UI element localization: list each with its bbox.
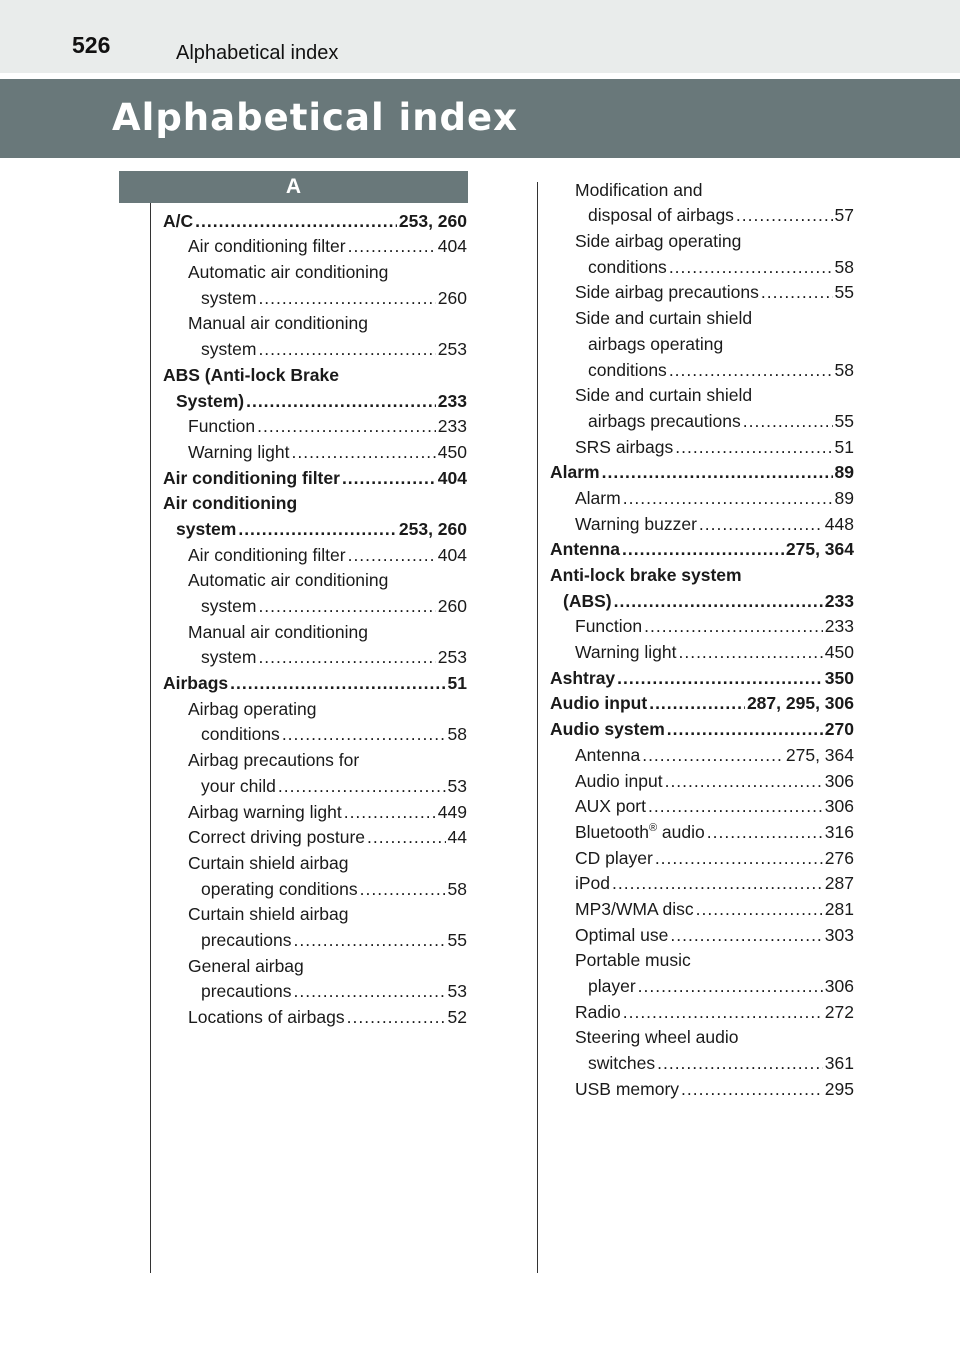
index-entry-text: Curtain shield airbag: [188, 852, 349, 873]
index-entry-pages: 276: [824, 847, 854, 868]
index-entry-text: Side and curtain shield: [575, 385, 753, 406]
index-entry-pages: 275, 364: [785, 744, 854, 765]
index-entry: [163, 847, 467, 873]
index-column-right: [550, 174, 854, 1099]
index-entry-text: system: [201, 339, 257, 360]
index-entry: [550, 1047, 854, 1073]
left-column-rule: [150, 203, 151, 1273]
index-entry-pages: 233: [824, 590, 854, 611]
index-entry: [550, 713, 854, 739]
index-entry-pages: 361: [824, 1053, 854, 1074]
index-entry: [163, 719, 467, 745]
index-entry-pages: 287: [824, 873, 854, 894]
dot-leader: [342, 468, 436, 488]
dot-leader: [293, 930, 445, 950]
index-entry: [550, 559, 854, 585]
index-entry: [163, 282, 467, 308]
index-entry: [163, 1001, 467, 1027]
index-entry-pages: 404: [437, 544, 467, 565]
index-entry-text: system: [176, 518, 237, 539]
index-entry-text: System): [176, 390, 245, 411]
dot-leader: [681, 1079, 823, 1099]
index-entry: [163, 899, 467, 925]
index-entry-text: Audio input: [550, 693, 648, 714]
index-entry-text: iPod: [575, 873, 611, 894]
index-entry: [163, 822, 467, 848]
page-title: Alphabetical index: [112, 96, 518, 139]
index-entry-text: Function: [575, 616, 643, 637]
index-entry-pages: 287, 295, 306: [746, 693, 854, 714]
index-entry-pages: 55: [834, 410, 854, 431]
index-entry-pages: 53: [447, 775, 467, 796]
index-entry-text: Radio: [575, 1001, 621, 1022]
dot-leader: [699, 514, 823, 534]
index-entry: [163, 770, 467, 796]
index-entry: [163, 873, 467, 899]
index-entry: [550, 765, 854, 791]
index-entry-text: your child: [201, 775, 276, 796]
index-entry: [163, 950, 467, 976]
index-entry-text: conditions: [588, 256, 667, 277]
index-entry: [163, 231, 467, 257]
index-entry: [163, 976, 467, 1002]
dot-leader: [743, 411, 833, 431]
dot-leader: [602, 462, 833, 482]
index-entry-text: Anti-lock brake system: [550, 565, 742, 585]
dot-leader: [649, 693, 745, 713]
index-entry-pages: 52: [447, 1007, 467, 1027]
index-entry-text: Curtain shield airbag: [188, 904, 349, 925]
index-entry-text: switches: [588, 1053, 656, 1074]
index-entry-text: Warning buzzer: [575, 513, 697, 534]
index-entry: [163, 744, 467, 770]
index-entry-text: Antenna: [550, 539, 620, 560]
index-entry-pages: 306: [824, 770, 854, 791]
index-entry: [550, 380, 854, 406]
index-entry-text: Side airbag precautions: [575, 282, 759, 303]
dot-leader: [638, 976, 823, 996]
index-entry-pages: 450: [824, 642, 854, 663]
index-entry: [163, 667, 467, 693]
dot-leader: [257, 416, 436, 436]
index-entry: [163, 256, 467, 282]
index-entry-text: Airbag warning light: [188, 801, 342, 822]
index-entry-pages: 58: [447, 724, 467, 745]
index-entry-text: AUX port: [575, 796, 646, 817]
index-entry: [550, 945, 854, 971]
index-entry: [550, 791, 854, 817]
index-entry-text: (ABS): [563, 590, 612, 611]
index-entry-pages: 450: [437, 441, 467, 462]
dot-leader: [258, 288, 435, 308]
index-entry: [550, 508, 854, 534]
index-entry-text: Air conditioning filter: [163, 467, 340, 488]
dot-leader: [291, 442, 435, 462]
dot-leader: [293, 981, 445, 1001]
index-entry-text: Airbags: [163, 673, 229, 694]
index-entry-pages: 275, 364: [785, 539, 854, 560]
index-column-left: [163, 205, 467, 1027]
index-entry-pages: 233: [437, 390, 467, 411]
dot-leader: [238, 519, 397, 539]
index-entry: [163, 590, 467, 616]
index-entry-text: Function: [188, 416, 256, 437]
index-entry: [550, 302, 854, 328]
index-entry-pages: 233: [437, 416, 467, 437]
dot-leader: [617, 668, 823, 688]
index-entry: [163, 308, 467, 334]
index-entry: [550, 457, 854, 483]
index-entry-pages: 404: [437, 236, 467, 257]
index-entry: [550, 611, 854, 637]
index-entry: [550, 919, 854, 945]
index-entry: [163, 462, 467, 488]
page-number: 526: [72, 32, 111, 58]
index-entry-pages: 306: [824, 796, 854, 817]
index-entry-pages: 303: [824, 924, 854, 945]
index-entry-text: Alarm: [550, 462, 600, 483]
index-entry: [163, 333, 467, 359]
index-entry: [163, 924, 467, 950]
index-entry-text: Correct driving posture: [188, 827, 366, 848]
dot-leader: [230, 673, 445, 693]
dot-leader: [657, 1053, 823, 1073]
index-entry-pages: 89: [834, 462, 854, 483]
index-entry-pages: 295: [824, 1078, 854, 1099]
index-entry-pages: 253, 260: [398, 210, 467, 231]
index-entry-text: USB memory: [575, 1078, 680, 1099]
index-entry: [163, 539, 467, 565]
index-entry-text: system: [201, 596, 257, 616]
dot-leader: [347, 1007, 446, 1027]
index-entry: [550, 688, 854, 714]
dot-leader: [282, 724, 446, 744]
page-header: [0, 0, 960, 73]
dot-leader: [348, 236, 436, 256]
dot-leader: [761, 282, 833, 302]
index-entry-text: Steering wheel audio: [575, 1027, 739, 1048]
dot-leader: [278, 776, 446, 796]
index-entry-text: Modification and: [575, 179, 703, 200]
index-entry-text: Airbag precautions for: [188, 750, 360, 771]
dot-leader: [648, 796, 823, 816]
index-entry: [550, 842, 854, 868]
dot-leader: [669, 360, 833, 380]
index-entry-text: Optimal use: [575, 924, 669, 945]
index-entry-text: system: [201, 287, 257, 308]
index-entry: [550, 970, 854, 996]
dot-leader: [678, 642, 822, 662]
index-entry-text: Warning light: [575, 642, 677, 663]
dot-leader: [707, 822, 823, 842]
index-entry-text: precautions: [201, 981, 292, 1002]
index-entry: [163, 616, 467, 642]
index-entry-text: ABS (Anti-lock Brake: [163, 364, 340, 385]
index-entry-pages: 316: [824, 821, 854, 842]
index-entry-text: airbags operating: [588, 333, 724, 354]
index-entry: [163, 693, 467, 719]
index-entry-pages: 253, 260: [398, 518, 467, 539]
index-entry-text: A/C: [163, 210, 194, 231]
index-entry-text: Warning light: [188, 441, 290, 462]
dot-leader: [623, 1002, 823, 1022]
index-entry-text: General airbag: [188, 955, 304, 976]
index-entry: [550, 585, 854, 611]
index-entry: [550, 636, 854, 662]
dot-leader: [246, 391, 436, 411]
index-entry: [550, 868, 854, 894]
index-entry-pages: 89: [834, 487, 854, 508]
index-entry-pages: 55: [447, 929, 467, 950]
index-entry: [550, 225, 854, 251]
index-entry-text: Ashtray: [550, 667, 616, 688]
dot-leader: [360, 879, 446, 899]
index-entry-text: MP3/WMA disc: [575, 898, 694, 919]
index-entry-text: Airbag operating: [188, 698, 317, 719]
index-entry: [550, 482, 854, 508]
index-entry: [163, 359, 467, 385]
index-entry-text: Side and curtain shield: [575, 308, 753, 329]
index-entry-pages: 53: [447, 981, 467, 1002]
section-label: Alphabetical index: [176, 42, 339, 64]
index-entry: [550, 431, 854, 457]
index-entry: [550, 328, 854, 354]
index-entry-pages: 270: [824, 719, 854, 740]
index-entry-text: Air conditioning filter: [188, 544, 346, 565]
index-entry: [550, 405, 854, 431]
index-entry-text: player: [588, 976, 636, 996]
index-entry: [163, 513, 467, 539]
index-entry-text: SRS airbags: [575, 436, 674, 457]
index-entry-pages: 260: [437, 596, 467, 616]
index-entry-text: Bluetooth® audio: [575, 821, 705, 842]
dot-leader: [675, 437, 832, 457]
index-entry: [163, 385, 467, 411]
index-entry-pages: 51: [834, 436, 854, 457]
index-entry-pages: 404: [437, 467, 467, 488]
index-entry-pages: 253: [437, 647, 467, 668]
index-entry: [163, 796, 467, 822]
index-entry-text: Automatic air conditioning: [188, 570, 389, 591]
index-entry: [550, 739, 854, 765]
index-entry-pages: 272: [824, 1001, 854, 1022]
index-entry-pages: 281: [824, 898, 854, 919]
dot-leader: [367, 827, 446, 847]
index-entry-text: airbags precautions: [588, 410, 741, 431]
index-entry-pages: 253: [437, 339, 467, 360]
index-entry-text: conditions: [201, 724, 280, 745]
dot-leader: [195, 211, 397, 231]
dot-leader: [348, 545, 436, 565]
index-entry: [550, 816, 854, 842]
dot-leader: [667, 719, 823, 739]
index-entry: [550, 277, 854, 303]
index-entry: [550, 1073, 854, 1099]
index-entry-text: CD player: [575, 847, 653, 868]
dot-leader: [344, 802, 436, 822]
index-entry-text: precautions: [201, 929, 292, 950]
index-entry: [550, 251, 854, 277]
index-entry-pages: 350: [824, 667, 854, 688]
index-entry: [550, 662, 854, 688]
index-entry-pages: 58: [834, 256, 854, 277]
dot-leader: [612, 873, 823, 893]
index-entry: [550, 996, 854, 1022]
index-entry-pages: 51: [447, 673, 467, 694]
index-entry-text: Air conditioning filter: [188, 236, 346, 257]
index-entry: [163, 436, 467, 462]
index-entry-text: Audio system: [550, 719, 665, 740]
dot-leader: [644, 616, 823, 636]
index-entry-pages: 233: [824, 616, 854, 637]
dot-leader: [622, 539, 784, 559]
index-entry-text: operating conditions: [201, 878, 358, 899]
index-entry: [163, 488, 467, 514]
dot-leader: [669, 257, 833, 277]
index-entry: [163, 565, 467, 591]
dot-leader: [665, 771, 823, 791]
index-entry-text: Antenna: [575, 744, 641, 765]
index-entry-text: Alarm: [575, 487, 621, 508]
middle-column-rule: [537, 182, 538, 1273]
index-entry-pages: 449: [437, 801, 467, 822]
index-entry-text: Automatic air conditioning: [188, 262, 389, 283]
dot-leader: [258, 339, 435, 359]
index-entry-text: Air conditioning: [163, 493, 298, 514]
index-entry-text: Side airbag operating: [575, 231, 742, 252]
index-entry: [163, 205, 467, 231]
dot-leader: [655, 848, 823, 868]
index-entry: [163, 411, 467, 437]
index-entry-text: conditions: [588, 359, 667, 380]
dot-leader: [696, 899, 823, 919]
letter-heading: A: [119, 171, 468, 203]
index-entry-text: disposal of airbags: [588, 205, 734, 226]
index-entry: [550, 534, 854, 560]
index-entry-pages: 57: [834, 205, 854, 226]
index-entry-pages: 306: [824, 976, 854, 996]
index-entry-text: Audio input: [575, 770, 663, 791]
index-entry: [550, 1022, 854, 1048]
dot-leader: [736, 205, 833, 225]
index-entry-text: Locations of airbags: [188, 1007, 345, 1027]
dot-leader: [258, 596, 435, 616]
index-entry-text: Manual air conditioning: [188, 313, 368, 334]
index-entry: [550, 893, 854, 919]
index-entry: [550, 354, 854, 380]
dot-leader: [623, 488, 833, 508]
index-entry-pages: 58: [447, 878, 467, 899]
index-entry-pages: 55: [834, 282, 854, 303]
index-entry-text: system: [201, 647, 257, 668]
index-entry-pages: 260: [437, 287, 467, 308]
index-entry: [550, 174, 854, 200]
index-entry-pages: 448: [824, 513, 854, 534]
index-entry-text: Portable music: [575, 950, 691, 971]
index-entry-pages: 44: [447, 827, 467, 848]
index-entry-text: Manual air conditioning: [188, 621, 368, 642]
dot-leader: [258, 647, 435, 667]
dot-leader: [614, 591, 823, 611]
index-entry: [550, 200, 854, 226]
index-entry: [163, 642, 467, 668]
dot-leader: [642, 745, 784, 765]
dot-leader: [670, 925, 822, 945]
index-entry-pages: 58: [834, 359, 854, 380]
